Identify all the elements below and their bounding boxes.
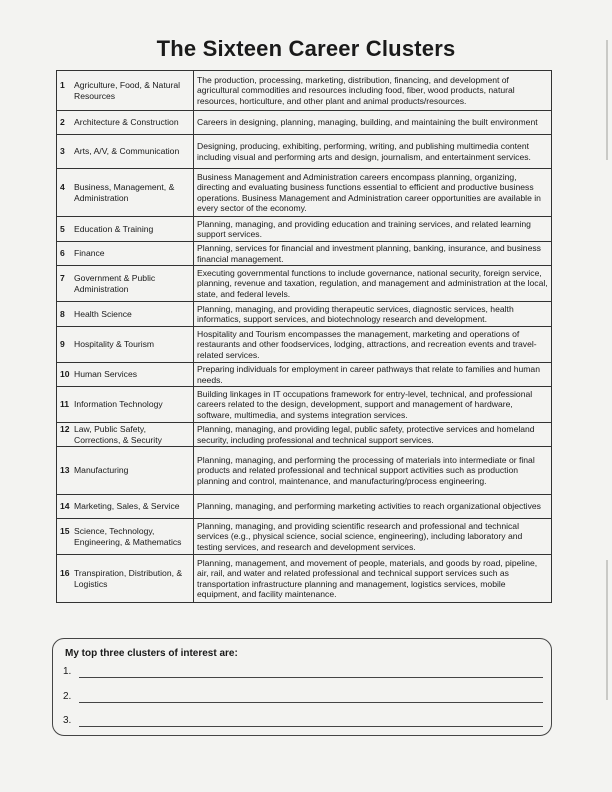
cluster-number: 2 (60, 117, 65, 128)
page-title: The Sixteen Career Clusters (156, 36, 456, 61)
cluster-name: Finance (74, 248, 105, 259)
cluster-number: 12 (60, 424, 70, 435)
cluster-name: Marketing, Sales, & Service (74, 501, 180, 512)
cluster-name-cell (57, 217, 194, 242)
cluster-name-cell (57, 242, 194, 266)
interest-line-number: 1. (63, 666, 72, 677)
cluster-number: 11 (60, 399, 70, 410)
table-row (57, 169, 552, 217)
cluster-number: 16 (60, 568, 70, 579)
table-row (57, 495, 552, 519)
cluster-number: 5 (60, 223, 65, 234)
cluster-number: 10 (60, 369, 70, 380)
cluster-description: Preparing individuals for employment in career pathways that relate to families and human needs. (194, 363, 552, 387)
table-row (57, 135, 552, 169)
cluster-name-cell (57, 519, 194, 555)
cluster-name-cell (57, 327, 194, 363)
cluster-name-cell (57, 495, 194, 519)
interest-title: My top three clusters of interest are: (65, 648, 238, 659)
cluster-name-cell (57, 387, 194, 423)
interest-line-number: 3. (63, 715, 72, 726)
interest-line-2[interactable] (63, 691, 543, 705)
cluster-name: Law, Public Safety, Corrections, & Security (74, 424, 162, 445)
cluster-description: Executing governmental functions to include governance, national security, foreign service, planning, revenue and taxation, regulation, and management and administration at the local, state, and federal levels. (194, 266, 552, 302)
cluster-number: 15 (60, 526, 70, 537)
scan-edge-shadow (606, 40, 608, 160)
cluster-name: Hospitality & Tourism (74, 339, 155, 350)
cluster-name: Human Services (74, 369, 138, 380)
cluster-name: Agriculture, Food, & Natural Resources (74, 80, 181, 101)
answer-rule (79, 726, 543, 727)
cluster-number: 1 (60, 80, 65, 91)
cluster-name: Science, Technology, Engineering, & Mathematics (74, 526, 182, 547)
cluster-description: Planning, managing, and performing marketing activities to reach organizational objectives (194, 495, 552, 519)
cluster-name: Business, Management, & Administration (74, 182, 175, 203)
cluster-description: Planning, management, and movement of people, materials, and goods by road, pipeline, air, rail, and water and related professional and technical support services such as transportation infrastructure planning and management, logistics services, mobile equipment, and facility maintenance. (194, 555, 552, 603)
cluster-number: 4 (60, 182, 65, 193)
table-row (57, 363, 552, 387)
cluster-name: Manufacturing (74, 465, 129, 476)
table-row (57, 519, 552, 555)
cluster-description: Planning, managing, and providing scientific research and professional and technical services (e.g., physical science, social science, engineering), including laboratory and testing services, and research and development services. (194, 519, 552, 555)
table-row (57, 111, 552, 135)
cluster-name-cell (57, 302, 194, 327)
cluster-name: Information Technology (74, 399, 163, 410)
cluster-name: Health Science (74, 308, 132, 319)
cluster-number: 8 (60, 308, 65, 319)
cluster-name-cell (57, 135, 194, 169)
cluster-name-cell (57, 363, 194, 387)
table-row (57, 266, 552, 302)
cluster-description: Hospitality and Tourism encompasses the management, marketing and operations of restaurants and other foodservices, lodging, attractions, and recreation events and travel-related services. (194, 327, 552, 363)
interest-box (52, 638, 552, 736)
table-row (57, 302, 552, 327)
cluster-number: 14 (60, 501, 70, 512)
table-row (57, 217, 552, 242)
scan-edge-shadow (606, 560, 608, 700)
table-row (57, 71, 552, 111)
cluster-number: 13 (60, 465, 70, 476)
cluster-number: 7 (60, 273, 65, 284)
cluster-name-cell (57, 555, 194, 603)
cluster-description: Planning, managing, and performing the processing of materials into intermediate or final products and related professional and technical support activities such as production planning and control, maintenance, and manufacturing/process engineering. (194, 447, 552, 495)
cluster-name-cell (57, 447, 194, 495)
interest-line-1[interactable] (63, 666, 543, 680)
career-clusters-table (56, 70, 552, 603)
cluster-name-cell (57, 266, 194, 302)
cluster-description: The production, processing, marketing, distribution, financing, and development of agricultural commodities and resources including food, fiber, wood products, natural resources, horticulture, and other plant and animal products/resources. (194, 71, 552, 111)
table-row (57, 242, 552, 266)
table-row (57, 423, 552, 447)
answer-rule (79, 677, 543, 678)
cluster-name-cell (57, 71, 194, 111)
cluster-number: 6 (60, 248, 65, 259)
cluster-name: Architecture & Construction (74, 117, 179, 128)
cluster-description: Business Management and Administration careers encompass planning, organizing, directing and evaluating business functions essential to efficient and productive business operations. Business Management and Administration career opportunities are available in every sector of the economy. (194, 169, 552, 217)
table-row (57, 327, 552, 363)
interest-line-3[interactable] (63, 715, 543, 729)
cluster-name: Transpiration, Distribution, & Logistics (74, 568, 183, 589)
cluster-number: 3 (60, 146, 65, 157)
table-row (57, 555, 552, 603)
table-row (57, 447, 552, 495)
cluster-description: Planning, managing, and providing education and training services, and related learning support services. (194, 217, 552, 242)
cluster-name: Education & Training (74, 223, 154, 234)
cluster-description: Building linkages in IT occupations framework for entry-level, technical, and professional careers related to the design, development, support and management of hardware, software, multimedia, and systems integration services. (194, 387, 552, 423)
interest-line-number: 2. (63, 691, 72, 702)
cluster-description: Planning, services for financial and investment planning, banking, insurance, and business financial management. (194, 242, 552, 266)
cluster-name-cell (57, 111, 194, 135)
cluster-description: Designing, producing, exhibiting, performing, writing, and publishing multimedia content including visual and performing arts and design, journalism, and entertainment services. (194, 135, 552, 169)
cluster-name-cell (57, 169, 194, 217)
answer-rule (79, 702, 543, 703)
cluster-name-cell (57, 423, 194, 447)
cluster-name: Arts, A/V, & Communication (74, 146, 180, 157)
cluster-description: Planning, managing, and providing therapeutic services, diagnostic services, health informatics, support services, and biotechnology research and development. (194, 302, 552, 327)
cluster-name: Government & Public Administration (74, 273, 156, 294)
table-row (57, 387, 552, 423)
cluster-description: Planning, managing, and providing legal, public safety, protective services and homeland security, including professional and technical support services. (194, 423, 552, 447)
cluster-number: 9 (60, 339, 65, 350)
cluster-description: Careers in designing, planning, managing, building, and maintaining the built environment (194, 111, 552, 135)
